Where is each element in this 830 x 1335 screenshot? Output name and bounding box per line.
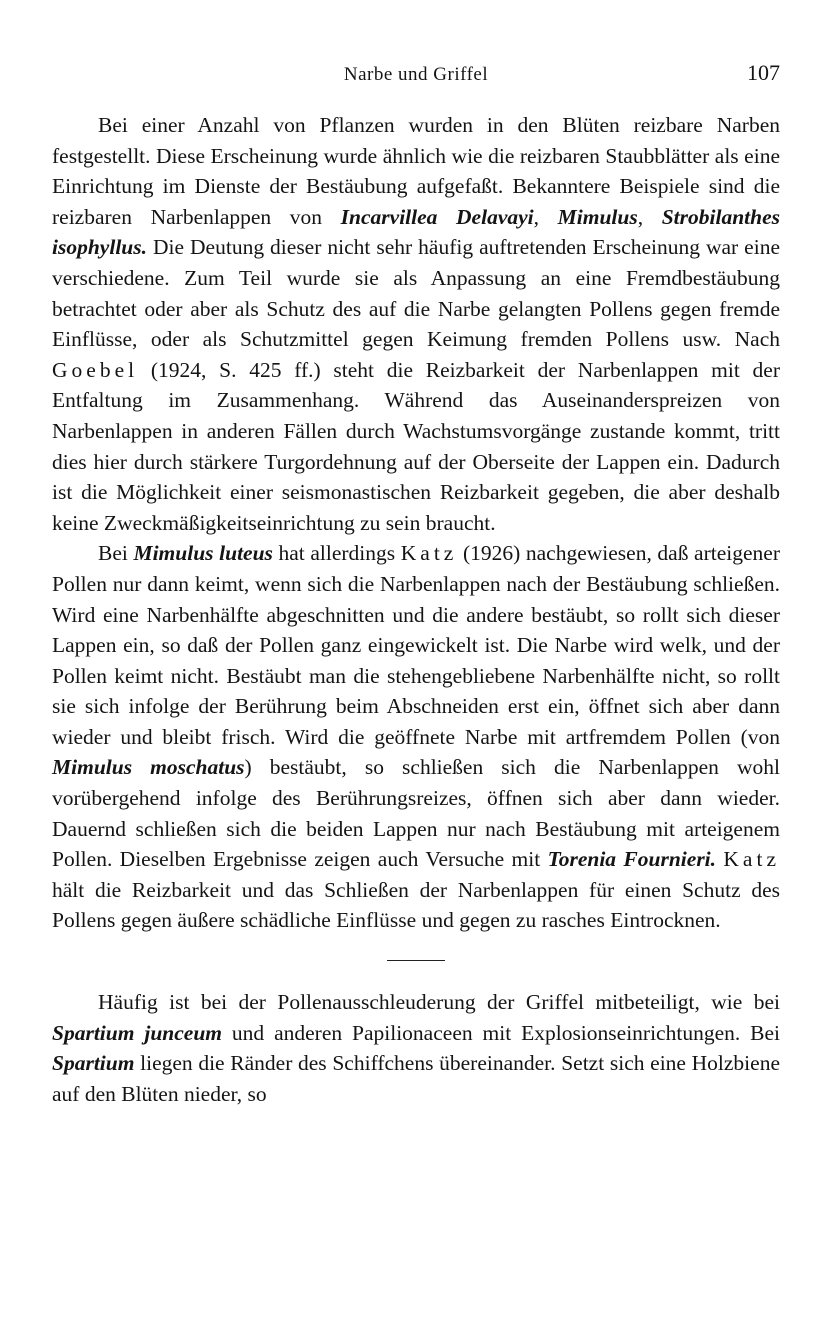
text-run: , xyxy=(533,204,558,229)
text-run: (1924, S. 425 ff.) steht die Reizbarkeit der Narbenlappen mit der Entfaltung im Zusammenhang. Während das Auseinanderspreizen von Narbenlappen in anderen Fällen durch Wachstumsvorgänge zustande kommt, tritt dies hier durch stärkere Turgordehnung auf der Oberseite der Lappen ein. Dadurch ist die Möglichkeit einer seismonastischen Reizbarkeit gegeben, die aber deshalb keine Zweckmäßigkeitseinrichtung zu sein braucht. xyxy=(52,357,780,535)
species-name: Spartium xyxy=(52,1051,135,1076)
species-name: Mimulus xyxy=(557,204,638,229)
text-run: Bei xyxy=(98,541,134,566)
book-page xyxy=(52,60,780,1109)
text-run: (1926) nachgewiesen, daß arteigener Pollen nur dann keimt, wenn sich die Narbenlappen nach der Bestäubung schließen. Wird eine Narbenhälfte abgeschnitten und die andere bestäubt, so rollt sich dieser Lappen ein, so daß der Pollen ganz eingewickelt ist. Die Narbe wird welk, und der Pollen keimt nicht. Bestäubt man die stehengebliebene Narbenhälfte nicht, so rollt sie sich infolge der Berührung beim Abschneiden erst ein, öffnet sich aber dann wieder und bleibt frisch. Wird die geöffnete Narbe mit artfremdem Pollen (von xyxy=(52,541,780,749)
species-name: Mimulus moschatus xyxy=(52,755,245,780)
section-divider xyxy=(387,960,445,961)
page-header xyxy=(52,60,780,94)
text-run: , xyxy=(637,204,662,229)
author-name: Katz xyxy=(400,541,458,566)
species-name: Incarvillea Delavayi xyxy=(340,204,534,229)
text-run: hält die Reizbarkeit und das Schließen der Narbenlappen für einen Schutz des Pollens gegen äußere schädliche Einflüsse und gegen zu rasches Eintrocknen. xyxy=(52,877,780,933)
text-run: Häufig ist bei der Pollenausschleuderung der Griffel mitbeteiligt, wie bei xyxy=(98,990,780,1015)
text-run: hat allerdings xyxy=(272,541,401,566)
running-title: Narbe und Griffel xyxy=(343,64,489,85)
paragraph-reizbare-narben xyxy=(52,110,780,538)
species-name: Mimulus luteus xyxy=(133,541,273,566)
species-name: Torenia Fournieri. xyxy=(547,847,717,872)
species-name: Strobilanthes isophyllus. xyxy=(52,204,781,260)
text-run: liegen die Ränder des Schiffchens übereinander. Setzt sich eine Holzbiene auf den Blüten nieder, so xyxy=(52,1051,780,1106)
author-name: Goebel xyxy=(52,357,139,382)
author-name: Katz xyxy=(723,847,780,872)
paragraph-griffel-pollenausschleuderung xyxy=(52,987,780,1109)
species-name: Spartium junceum xyxy=(52,1020,223,1045)
paragraph-mimulus-luteus xyxy=(52,538,780,936)
text-run: und anderen Papilionaceen mit Explosionseinrichtungen. Bei xyxy=(222,1020,780,1045)
text-run: Bei einer Anzahl von Pflanzen wurden in den Blüten reizbare Narben festgestellt. Diese Erscheinung wurde ähnlich wie die reizbaren Staubblätter als eine Einrichtung im Dienste der Bestäubung aufgefaßt. Bekanntere Beispiele sind die reizbaren Narbenlappen von xyxy=(52,113,780,229)
text-run: Die Deutung dieser nicht sehr häufig auftretenden Erscheinung war eine verschiedene. Zum Teil wurde sie als Anpassung an eine Fremdbestäubung betrachtet oder aber als Schutz des auf die Narbe gelangten Pollens gegen fremde Einflüsse, oder als Schutzmittel gegen Keimung fremden Pollens usw. Nach xyxy=(52,235,780,352)
text-run: ) bestäubt, so schließen sich die Narbenlappen wohl vorübergehend infolge des Berührungsreizes, öffnen sich aber dann wieder. Dauernd schließen sich die beiden Lappen nur nach Bestäubung mit arteigenem Pollen. Dieselben Ergebnisse zeigen auch Versuche mit xyxy=(52,755,780,872)
page-number: 107 xyxy=(747,60,780,85)
